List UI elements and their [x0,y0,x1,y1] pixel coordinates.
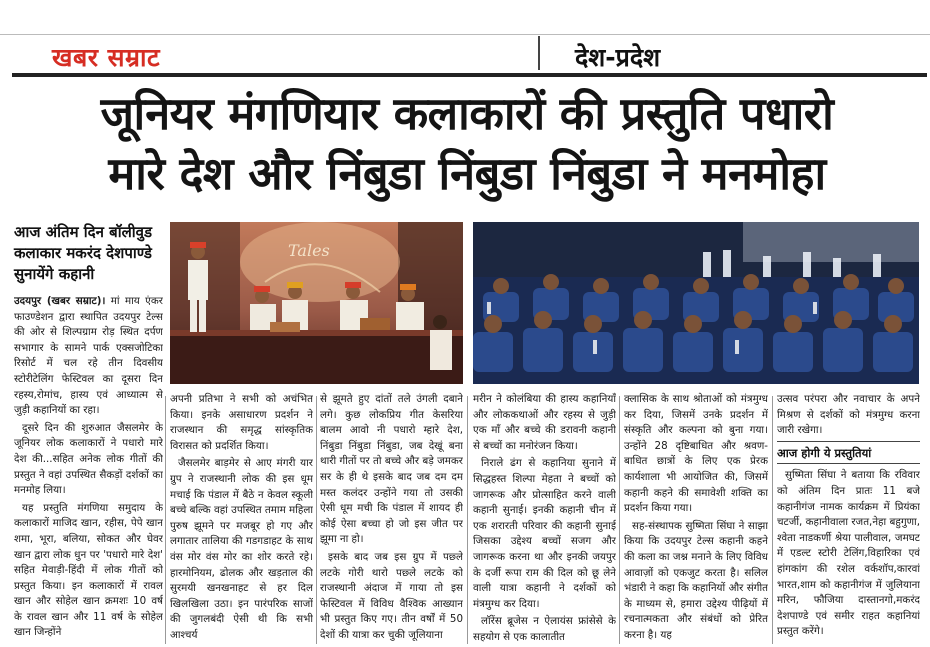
masthead-rule [12,73,927,77]
article-column-5 [624,392,768,644]
lead-text: मां माय एंकर फाउण्डेशन द्वारा स्थापित उदयपुर टेल्स की ओर से शिल्पग्राम रोड़ स्थित दर्पण सभागार के सामने पार्क एक्सजोटिका रिसोर्ट में चल रहे तीन दिवसीय स्टोरीटेलिंग फेस्टिवल का दूसरा दिन रहस्य,रोमांच, हास्य एवं आध्यात्म से जुड़ी कहानियों का रहा। [14,295,163,417]
article-paragraph: क्लासिक के साथ श्रोताओं को मंत्रमुग्ध कर दिया, जिसमें उनके प्रदर्शन में संस्कृति और कल्पना को बुना गया। उन्होंने 28 दृष्टिबाधित और श्रवण-बाधित छात्रों के लिए एक प्रेरक कार्यशाला भी आयोजित की, जिसमें कहानी कहने की समावेशी शक्ति का प्रदर्शन किया गया। [624,393,768,515]
article-paragraph: उत्सव परंपरा और नवाचार के अपने मिश्रण से दर्शकों को मंत्रमुग्ध करना जारी रखेगा। [777,393,920,437]
audience-rows [473,274,919,384]
article-column-1 [14,294,163,644]
article-column-4 [473,392,616,644]
headline-line-2: मारे देश और निंबुडा निंबुडा निंबुडा ने मनमोहा [108,147,826,200]
column-divider [165,396,166,644]
article-paragraph: मरीन ने कोलंबिया की हास्य कहानियाँ और लोककथाओं और रहस्य से जुड़ी एक माँ और बच्चे की डरावनी कहानी से बच्चों का मनोरंजन किया। [473,393,616,452]
article-lead-paragraph [14,294,163,419]
audience-photo [473,222,919,384]
section-name: देश-प्रदेश [575,43,661,72]
subheadline: आज अंतिम दिन बॉलीवुड कलाकार मकरंद देशपाण्डे सुनायेंगे कहानी [14,223,153,283]
article-paragraph: लॉरेंस ब्रूजेस न ऐलायंस फ्रांसेसे के सहयोग से एक कालातीत [473,615,616,643]
article-paragraph: जैसलमेर बाड़मेर से आए मंगरी यार ग्रुप ने राजस्थानी लोक की इस धूम मचाई कि पंडाल में बैठे न केवल स्कूली बच्चे बल्कि वहां उपस्थित तमाम महिला पुरुष झूमने पर मजबूर हो गए और लगातार तालिया की गडगडाहट के साथ वंस मोर वंस मोर का शोर करते रहे। हारमोनियम, ढोलक और खड़ताल की सुरमयी खनखनाहट से हर दिल खिलखिला उठा। इन पारंपरिक साजों की जुगलबंदी ऐसी थी कि सभी आश्चर्य [170,457,313,641]
article-paragraph: से झूमते हुए दांतों तले उंगली दबाने लगे। कुछ लोकप्रिय गीत केसरिया बालम आवो नी पधारो म्हारे देश, निंबुडा निंबुडा निंबुडा, जब देखूं बना थारी गीतों पर तो बच्चे और बड़े जमकर सर के ही थे इसके बाद जब दम दम मस्त कलंदर उन्होंने गया तो उसकी ऐसी धूम मची कि पंडाल में शायद ही कोई ऐसा बच्चा हो जो इस जीत पर झूमा ना हो। [320,393,463,546]
article-paragraph: निराले ढंग से कहानिया सुनाने में सिद्धहस्त शिल्पा मेहता ने बच्चों को जागरूक और प्रोत्साहित करने वाली कहानी सुनाई। इनकी कहानी चीन में एक शरारती परिवार की कहानी सुनाई जिसका उद्देश्य बच्चों सजग और जागरूक करना था और इनकी जयपुर के दर्जी रूपा राम की दिल को छू लेने वाली यात्रा कहानी ने दर्शकों को मंत्रमुग्ध कर दिया। [473,457,616,610]
masthead [0,0,930,78]
article-paragraph: अपनी प्रतिभा ने सभी को अचंभित किया। इनके असाधारण प्रदर्शन ने राजस्थान की समृद्ध सांस्कृतिक विरासत को प्रदर्शित किया। [170,393,313,452]
column-divider [619,396,620,644]
article-paragraph: यह प्रस्तुति मंगणिया समुदाय के कलाकारों माजिद खान, रहीस, पेपे खान शमा, भूरा, बलिया, सोकत और घेवर खान द्वारा लोक धुन पर 'पधारो मारे देश' सहित मेवाड़ी-हिंदी में लोक गीतों को प्रस्तुत किया। इन कलाकारों में रावल खान और सोहेल खान क्रमशः 10 वर्ष के रावल खान और 11 वर्ष के सोहेल खान जिन्होंने [14,501,163,639]
article-paragraph: इसके बाद जब इस ग्रुप में पछ्ले लटके गोरी थारो पछ्ले लटके को राजस्थानी अंदाज में गाया तो इस फेस्टिवल में विविध वैश्विक आख्यान भी प्रस्तुत किए गए। तीन वर्षों में 50 देशों की यात्रा कर चुकी जूलियाना [320,550,463,641]
masthead-top-line [0,34,930,35]
stage-performance-photo [170,222,463,384]
today-programs-heading: आज होगी ये प्रस्तुतियां [777,445,872,460]
article-column-3 [320,392,463,644]
column-divider [467,396,468,644]
brand-name: खबर सम्राट [52,43,161,72]
headline-line-1: जूनियर मंगणियार कलाकारों की प्रस्तुति पधारो [100,87,834,140]
headline [12,84,922,204]
article-column-6 [777,392,920,644]
stage-banner-text: Tales [288,241,330,260]
article-paragraph: सह-संस्थापक सुष्मिता सिंघा ने साझा किया कि उदयपुर टेल्स कहानी कहने की कला का जश्न मनाने के लिए विविध आवाज़ों को एकजुट करता है। सलिल भंडारी ने कहा कि कहानियों और संगीत के माध्यम से, हमारा उद्देश्य पीढ़ियों में रचनात्मकता और संबंधों को प्रेरित करना है। यह [624,519,768,641]
article-paragraph: दूसरे दिन की शुरुआत जैसलमेर के जूनियर लोक कलाकारों ने पधारो मारे देश की...सहित अनेक लोक गीतों की प्रस्तुत ने वहां उपस्थित सैकड़ों दर्शकों का मनमोह लिया। [14,421,163,497]
box-top-rule [777,441,920,442]
dateline: उदयपुर (खबर सम्राट)। [14,295,106,307]
article-column-2 [170,392,313,644]
article-paragraph: सुष्मिता सिंघा ने बताया कि रविवार को अंतिम दिन प्रातः 11 बजे कहानीगंज नामक कार्यक्रम में प्रियंका चटर्जी, कहानीवाला रजत,नेहा बहुगुणा, श्वेता नाडकर्णी श्रेया पालीवाल, जमघट में एडल्ट स्टोरी टेलिंग,विहारिका एवं हांगकांग की रशेल वर्कशॉप,कारवां भारत,शाम को कहानीगंज में जुलियाना मरिन, फौजिया दास्तानगो,मकरंद देशपाण्डे एवं समीर राहत कहानियां प्रस्तुत करेंगे। [777,469,920,638]
column-divider [772,396,773,644]
audience-illustration [473,222,919,384]
masthead-separator [538,36,540,70]
box-bottom-rule [777,463,920,464]
column-divider [316,396,317,644]
stage-performance-illustration [170,222,463,384]
